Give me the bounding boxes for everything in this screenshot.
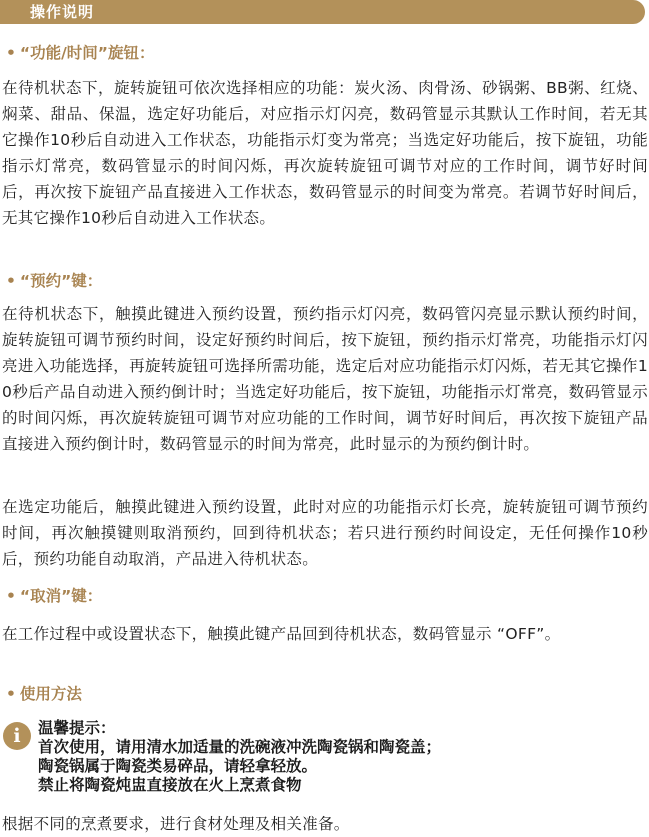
section-title: 使用方法 [19,685,82,703]
section-title: “预约”键： [19,272,103,290]
bullet-icon: • [6,44,16,62]
bullet-icon: • [6,587,16,605]
tip-block [38,719,441,795]
tip-title: 温馨提示： [38,719,116,737]
footer-paragraph: 根据不同的烹煮要求，进行食材处理及相关准备。 [2,815,350,833]
page-title: 操作说明 [30,3,95,21]
section-title: “取消”键： [19,587,103,605]
section-heading-function-knob [6,43,154,63]
header-bar [0,0,645,24]
paragraph-cancel-key: 在工作过程中或设置状态下，触摸此键产品回到待机状态，数码管显示 “OFF”。 [2,625,561,643]
bullet-icon: • [6,685,16,703]
paragraph-reserve-key-2: 在选定功能后，触摸此键进入预约设置，此时对应的功能指示灯长亮，旋转旋钮可调节预约时间，再次触摸键则取消预约，回到待机状态；若只进行预约时间设定，无任何操作10秒后，预约功能自动取消，产品进入待机状态。 [2,498,648,568]
section-title: “功能/时间”旋钮： [19,44,155,62]
tip-line: 首次使用，请用清水加适量的洗碗液冲洗陶瓷锅和陶瓷盖； [38,738,442,756]
tip-line: 陶瓷锅属于陶瓷类易碎品，请轻拿轻放。 [38,757,318,775]
paragraph-reserve-key-1: 在待机状态下，触摸此键进入预约设置，预约指示灯闪亮，数码管闪亮显示默认预约时间，旋转旋钮可调节预约时间，设定好预约时间后，按下旋钮，预约指示灯常亮，功能指示灯闪亮进入功能选择，再旋转旋钮可选择所需功能，选定后对应功能指示灯闪烁，若无其它操作10秒后产品自动进入预约倒计时；当选定好功能后，按下旋钮，功能指示灯常亮，数码管显示的时间闪烁，再次旋转旋钮可调节对应功能的工作时间，调节好时间后，再次按下旋钮产品直接进入预约倒计时，数码管显示的时间为常亮，此时显示的为预约倒计时。 [2,305,648,453]
tip-line: 禁止将陶瓷炖盅直接放在火上烹煮食物 [38,776,302,794]
section-heading-reserve-key [6,271,102,291]
paragraph-function-knob: 在待机状态下，旋转旋钮可依次选择相应的功能：炭火汤、肉骨汤、砂锅粥、BB粥、红烧、焖菜、甜品、保温，选定好功能后，对应指示灯闪亮，数码管显示其默认工作时间，若无其它操作10秒后自动进入工作状态，功能指示灯变为常亮；当选定好功能后，按下旋钮，功能指示灯常亮，数码管显示的时间闪烁，再次旋转旋钮可调节对应的工作时间，调节好时间后，再次按下旋钮产品直接进入工作状态，数码管显示的时间变为常亮。若调节好时间后，无其它操作10秒后自动进入工作状态。 [2,79,648,227]
info-icon: i [3,722,31,750]
section-heading-usage [6,684,82,704]
bullet-icon: • [6,272,16,290]
section-heading-cancel-key [6,586,102,606]
